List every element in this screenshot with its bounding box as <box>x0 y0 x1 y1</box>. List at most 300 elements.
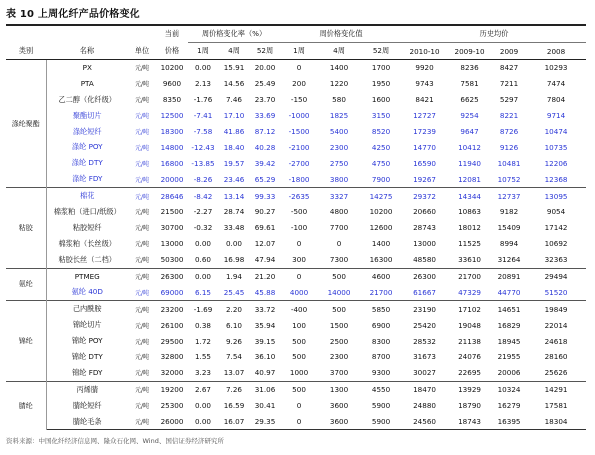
value-cell: 16395 <box>492 414 526 430</box>
value-cell: 1.55 <box>194 352 211 362</box>
value-cell: 21500 <box>160 207 184 217</box>
header-rate-1w: 1周 <box>188 43 218 60</box>
value-cell: 1825 <box>329 111 349 121</box>
value-cell: 4750 <box>371 158 391 168</box>
value-cell: 8421 <box>415 95 434 105</box>
value-cell: 9054 <box>546 207 566 217</box>
value-cell: 0.00 <box>188 60 218 76</box>
unit-cell: 元/吨 <box>134 97 150 105</box>
header-value-52w: 52周 <box>360 43 402 60</box>
value-cell: 2300 <box>329 142 349 152</box>
table-row <box>6 268 586 284</box>
value-cell: 25626 <box>544 368 568 378</box>
value-cell: 13.14 <box>218 188 250 204</box>
unit-cell: 元/吨 <box>134 209 150 217</box>
value-cell: 500 <box>318 268 360 284</box>
value-cell: 23190 <box>402 301 447 317</box>
value-cell: -2.27 <box>193 207 213 217</box>
value-cell: 13.07 <box>223 368 245 378</box>
value-cell: 15.91 <box>218 60 250 76</box>
category-cell: 氨纶 <box>6 268 46 301</box>
unit-cell: 元/吨 <box>134 257 150 265</box>
table-row <box>6 381 586 397</box>
value-cell: 32800 <box>160 352 184 362</box>
product-name: PTA <box>80 79 94 89</box>
table-row <box>6 92 586 108</box>
value-cell: 5850 <box>360 301 402 317</box>
table-row <box>6 171 586 187</box>
value-cell: 28743 <box>413 223 436 233</box>
value-cell: 10324 <box>492 381 526 397</box>
value-cell: -150 <box>290 95 308 105</box>
value-cell: 28160 <box>544 352 568 362</box>
value-cell: 8700 <box>371 352 391 362</box>
unit-cell: 元/吨 <box>134 354 150 362</box>
value-cell: 26000 <box>156 414 188 430</box>
value-cell: 41.86 <box>223 127 245 136</box>
value-cell: 19849 <box>526 301 586 317</box>
value-cell: 23.70 <box>254 95 276 105</box>
value-cell: -100 <box>290 223 308 233</box>
value-cell: 12500 <box>160 111 184 121</box>
table-row <box>6 124 586 140</box>
value-cell: 24076 <box>458 352 481 362</box>
unit-cell: 元/吨 <box>134 129 150 136</box>
value-cell: 8300 <box>371 336 391 346</box>
value-cell: 5900 <box>360 414 402 430</box>
value-cell: 9182 <box>499 207 519 217</box>
source-note: 资料来源：中国化纤经济信息网、隆众石化网、Wind、国信证券经济研究所 <box>6 437 224 445</box>
value-cell: -1000 <box>288 111 310 121</box>
value-cell: 9300 <box>371 368 391 378</box>
value-cell: 2500 <box>329 336 349 346</box>
value-cell: 25.49 <box>254 79 276 89</box>
product-name: 聚酯切片 <box>72 110 102 120</box>
unit-cell: 元/吨 <box>134 322 150 330</box>
value-cell: 65.29 <box>254 174 276 184</box>
value-cell: 90.27 <box>254 207 276 217</box>
unit-cell: 元/吨 <box>128 381 156 397</box>
value-cell: 0.00 <box>194 239 211 249</box>
value-cell: 44770 <box>497 287 521 297</box>
table-row <box>6 333 586 349</box>
value-cell: 18012 <box>458 223 481 233</box>
value-cell: 9254 <box>460 111 479 121</box>
value-cell: 9126 <box>499 142 519 152</box>
header-name: 名称 <box>46 43 128 60</box>
value-cell: 18790 <box>458 401 481 411</box>
value-cell: -2700 <box>288 158 310 168</box>
value-cell: 6900 <box>371 320 391 330</box>
product-name: 氨纶 40D <box>71 287 103 297</box>
table-row <box>6 284 586 300</box>
value-cell: 18743 <box>447 414 492 430</box>
value-cell: 31264 <box>497 255 521 265</box>
value-cell: 29.35 <box>250 414 280 430</box>
unit-cell: 元/吨 <box>134 403 150 411</box>
value-cell: 8520 <box>371 127 391 136</box>
value-cell: 22695 <box>458 368 481 378</box>
value-cell: 31673 <box>413 352 436 362</box>
value-cell: 10863 <box>458 207 481 217</box>
value-cell: 26100 <box>160 320 184 330</box>
unit-cell: 元/吨 <box>134 225 150 233</box>
value-cell: 1600 <box>371 95 391 105</box>
value-cell: 14.56 <box>223 79 245 89</box>
product-name: 锦纶 POY <box>71 336 103 346</box>
value-cell: 6625 <box>460 95 479 105</box>
value-cell: 8427 <box>492 60 526 76</box>
value-cell: 0 <box>296 239 302 249</box>
value-cell: 32000 <box>160 368 184 378</box>
value-cell: 25.45 <box>223 287 245 297</box>
value-cell: 1400 <box>318 60 360 76</box>
value-cell: 0 <box>280 414 318 430</box>
value-cell: 21700 <box>447 268 492 284</box>
value-cell: 18304 <box>526 414 586 430</box>
value-cell: 1300 <box>318 381 360 397</box>
product-name: 涤纶短纤 <box>72 126 102 136</box>
value-cell: 61667 <box>413 287 436 297</box>
value-cell: 1700 <box>360 60 402 76</box>
value-cell: 22014 <box>544 320 568 330</box>
product-name: 涤纶 DTY <box>71 158 103 168</box>
unit-cell: 元/吨 <box>134 113 150 121</box>
value-cell: 1220 <box>329 79 349 89</box>
value-cell: 0.00 <box>225 239 242 249</box>
table-row <box>6 252 586 268</box>
value-cell: 69000 <box>160 287 184 297</box>
value-cell: 19048 <box>458 320 481 330</box>
value-cell: 14291 <box>526 381 586 397</box>
value-cell: 12206 <box>544 158 568 168</box>
value-cell: 9714 <box>546 111 566 121</box>
value-cell: 3700 <box>329 368 349 378</box>
unit-cell: 元/吨 <box>128 60 156 76</box>
value-cell: 500 <box>292 352 306 362</box>
value-cell: 17581 <box>544 401 568 411</box>
header-cell <box>46 25 128 43</box>
value-cell: -400 <box>280 301 318 317</box>
value-cell: 13095 <box>526 188 586 204</box>
value-cell: 21.20 <box>250 268 280 284</box>
unit-cell: 元/吨 <box>134 144 150 152</box>
value-cell: 10412 <box>458 142 481 152</box>
category-cell: 锦纶 <box>6 301 46 381</box>
value-cell: 8994 <box>499 239 519 249</box>
value-cell: 500 <box>280 381 318 397</box>
header-cell <box>6 25 46 43</box>
value-cell: 19200 <box>156 381 188 397</box>
value-cell: 30.41 <box>254 401 276 411</box>
value-cell: 7474 <box>546 79 566 89</box>
header-avg-2008: 2008 <box>526 43 586 60</box>
value-cell: 20000 <box>160 174 184 184</box>
value-cell: 20006 <box>497 368 521 378</box>
value-cell: 26300 <box>402 268 447 284</box>
unit-cell: 元/吨 <box>128 268 156 284</box>
value-cell: 10735 <box>544 142 568 152</box>
value-cell: 500 <box>292 336 306 346</box>
value-cell: 7581 <box>460 79 479 89</box>
value-cell: 0 <box>336 239 342 249</box>
product-name: 乙二醇（化纤级） <box>58 94 116 104</box>
value-cell: 300 <box>292 255 306 265</box>
value-cell: 500 <box>318 301 360 317</box>
value-cell: 0 <box>280 268 318 284</box>
value-cell: 31.06 <box>250 381 280 397</box>
value-cell: 19267 <box>413 174 436 184</box>
value-cell: 17142 <box>544 223 568 233</box>
value-cell: 15409 <box>497 223 521 233</box>
value-cell: 1950 <box>371 79 391 89</box>
table-row <box>6 188 586 204</box>
value-cell: 4250 <box>371 142 391 152</box>
value-cell: 21138 <box>458 336 481 346</box>
header-price: 价格 <box>156 43 188 60</box>
value-cell: 7.46 <box>225 95 242 105</box>
value-cell: 24618 <box>544 336 568 346</box>
value-cell: 0.00 <box>188 414 218 430</box>
value-cell: 12368 <box>544 174 568 184</box>
unit-cell: 元/吨 <box>134 338 150 346</box>
header-avg-2009-10: 2009-10 <box>447 43 492 60</box>
unit-cell: 元/吨 <box>128 301 156 317</box>
table-body <box>6 60 586 430</box>
value-cell: 8350 <box>162 95 182 105</box>
value-cell: 16279 <box>497 401 521 411</box>
value-cell: 20.00 <box>250 60 280 76</box>
value-cell: 2.20 <box>218 301 250 317</box>
value-cell: 51520 <box>544 287 568 297</box>
value-cell: 8221 <box>499 111 519 121</box>
value-cell: 3.23 <box>194 368 211 378</box>
value-cell: 33610 <box>458 255 481 265</box>
value-cell: 0 <box>296 401 302 411</box>
value-cell: 1.72 <box>194 336 211 346</box>
value-cell: 4000 <box>289 287 309 297</box>
value-cell: 5400 <box>329 127 349 136</box>
value-cell: 17102 <box>447 301 492 317</box>
value-cell: 14770 <box>413 142 436 152</box>
value-cell: 10481 <box>497 158 521 168</box>
table-row <box>6 76 586 92</box>
value-cell: 87.12 <box>254 127 276 136</box>
value-cell: 26300 <box>156 268 188 284</box>
header-history-average: 历史均价 <box>402 25 586 43</box>
value-cell: 17239 <box>413 127 436 136</box>
value-cell: 47.94 <box>254 255 276 265</box>
value-cell: 33.72 <box>250 301 280 317</box>
value-cell: 7804 <box>546 95 566 105</box>
value-cell: 33.69 <box>254 111 276 121</box>
table-row <box>6 317 586 333</box>
value-cell: 0.00 <box>194 401 211 411</box>
value-cell: 0.60 <box>194 255 211 265</box>
value-cell: -1.69 <box>188 301 218 317</box>
value-cell: 11940 <box>458 158 481 168</box>
value-cell: 100 <box>292 320 306 330</box>
header-category: 类别 <box>6 43 46 60</box>
header-current: 当前 <box>156 25 188 43</box>
value-cell: 4800 <box>329 207 349 217</box>
value-cell: 0 <box>280 60 318 76</box>
value-cell: 12600 <box>369 223 393 233</box>
value-cell: 40.28 <box>254 142 276 152</box>
product-name: 棉花 <box>46 188 128 204</box>
value-cell: 12727 <box>413 111 436 121</box>
value-cell: 1400 <box>371 239 391 249</box>
value-cell: 14344 <box>447 188 492 204</box>
value-cell: 7211 <box>499 79 519 89</box>
value-cell: 28.74 <box>223 207 245 217</box>
value-cell: 580 <box>332 95 346 105</box>
value-cell: 9743 <box>415 79 434 89</box>
product-name: 锦纶 FDY <box>72 367 103 377</box>
value-cell: 2.13 <box>194 79 211 89</box>
value-cell: 17.10 <box>223 111 245 121</box>
unit-cell: 元/吨 <box>128 414 156 430</box>
table-title: 表 10 上周化纤产品价格变化 <box>6 9 140 20</box>
product-name: 棉浆粕（长丝级） <box>58 238 116 248</box>
value-cell: 16.98 <box>223 255 245 265</box>
value-cell: 28646 <box>156 188 188 204</box>
value-cell: 5900 <box>371 401 391 411</box>
table-row <box>6 398 586 414</box>
table-row <box>6 139 586 155</box>
product-name: 腈纶短纤 <box>72 400 102 410</box>
header-value-1w: 1周 <box>280 43 318 60</box>
header-rate-52w: 52周 <box>250 43 280 60</box>
value-cell: 32363 <box>544 255 568 265</box>
value-cell: 39.42 <box>254 158 276 168</box>
value-cell: 7.26 <box>218 381 250 397</box>
value-cell: 0.38 <box>194 320 211 330</box>
value-cell: 7300 <box>329 255 349 265</box>
header-unit: 单位 <box>128 43 156 60</box>
header-rate-4w: 4周 <box>218 43 250 60</box>
value-cell: 14651 <box>492 301 526 317</box>
value-cell: 16800 <box>160 158 184 168</box>
value-cell: 24560 <box>402 414 447 430</box>
value-cell: 28532 <box>413 336 436 346</box>
value-cell: -8.42 <box>188 188 218 204</box>
value-cell: 10293 <box>526 60 586 76</box>
product-name: PX <box>46 60 128 76</box>
value-cell: 9.26 <box>225 336 242 346</box>
value-cell: 29372 <box>402 188 447 204</box>
value-cell: -2635 <box>280 188 318 204</box>
value-cell: 5297 <box>499 95 519 105</box>
unit-cell: 元/吨 <box>134 176 150 184</box>
table-row <box>6 236 586 252</box>
table-row <box>6 365 586 381</box>
table-row <box>6 414 586 430</box>
value-cell: 2300 <box>329 352 349 362</box>
unit-cell: 元/吨 <box>134 370 150 378</box>
value-cell: 39.15 <box>254 336 276 346</box>
category-cell: 腈纶 <box>6 381 46 430</box>
value-cell: -13.85 <box>191 158 215 168</box>
table-row <box>6 204 586 220</box>
value-cell: 33.48 <box>223 223 245 233</box>
value-cell: 2.67 <box>188 381 218 397</box>
value-cell: 3600 <box>318 414 360 430</box>
product-name: 锦纶切片 <box>72 320 102 330</box>
value-cell: 6.10 <box>225 320 242 330</box>
header-value-4w: 4周 <box>318 43 360 60</box>
table-row <box>6 220 586 236</box>
product-name: 己内酰胺 <box>46 301 128 317</box>
value-cell: 16.07 <box>218 414 250 430</box>
header-cell <box>128 25 156 43</box>
value-cell: 47329 <box>458 287 481 297</box>
table-row <box>6 108 586 124</box>
unit-cell: 元/吨 <box>128 188 156 204</box>
value-cell: 18.40 <box>223 142 245 152</box>
value-cell: -7.41 <box>193 111 213 121</box>
header-row-1 <box>6 25 586 43</box>
value-cell: 3800 <box>329 174 349 184</box>
product-name: 涤纶 FDY <box>72 174 103 184</box>
value-cell: -12.43 <box>191 142 215 152</box>
value-cell: 30700 <box>160 223 184 233</box>
value-cell: 14275 <box>360 188 402 204</box>
value-cell: 4600 <box>360 268 402 284</box>
value-cell: 14800 <box>160 142 184 152</box>
value-cell: 1.94 <box>218 268 250 284</box>
value-cell: 19.57 <box>223 158 245 168</box>
value-cell: 23200 <box>156 301 188 317</box>
value-cell: 8726 <box>499 127 519 136</box>
header-change-value: 周价格变化值 <box>280 25 402 43</box>
value-cell: 12081 <box>458 174 481 184</box>
table-row <box>6 60 586 76</box>
value-cell: 9920 <box>402 60 447 76</box>
value-cell: 13929 <box>447 381 492 397</box>
value-cell: -7.58 <box>193 127 213 136</box>
header-row-2 <box>6 43 586 60</box>
value-cell: 14000 <box>327 287 351 297</box>
value-cell: 29500 <box>160 336 184 346</box>
value-cell: 1500 <box>329 320 349 330</box>
value-cell: -500 <box>290 207 308 217</box>
value-cell: 29494 <box>526 268 586 284</box>
unit-cell: 元/吨 <box>134 241 150 249</box>
value-cell: 10474 <box>544 127 568 136</box>
product-name: PTMEG <box>46 268 128 284</box>
value-cell: 9600 <box>162 79 182 89</box>
value-cell: 24880 <box>413 401 436 411</box>
value-cell: 50300 <box>160 255 184 265</box>
unit-cell: 元/吨 <box>134 160 150 168</box>
product-name: 锦纶 DTY <box>71 351 103 361</box>
header-avg-2010-10: 2010-10 <box>402 43 447 60</box>
value-cell: 13000 <box>160 239 184 249</box>
value-cell: -1500 <box>288 127 310 136</box>
product-name: 丙烯腈 <box>46 381 128 397</box>
value-cell: 10200 <box>156 60 188 76</box>
value-cell: 6.15 <box>194 287 211 297</box>
value-cell: 10692 <box>544 239 568 249</box>
value-cell: 30027 <box>413 368 436 378</box>
value-cell: -8.26 <box>193 174 213 184</box>
value-cell: 7900 <box>371 174 391 184</box>
category-cell: 涤纶聚酯 <box>6 60 46 188</box>
value-cell: 40.97 <box>254 368 276 378</box>
value-cell: 12737 <box>492 188 526 204</box>
value-cell: 11525 <box>458 239 481 249</box>
